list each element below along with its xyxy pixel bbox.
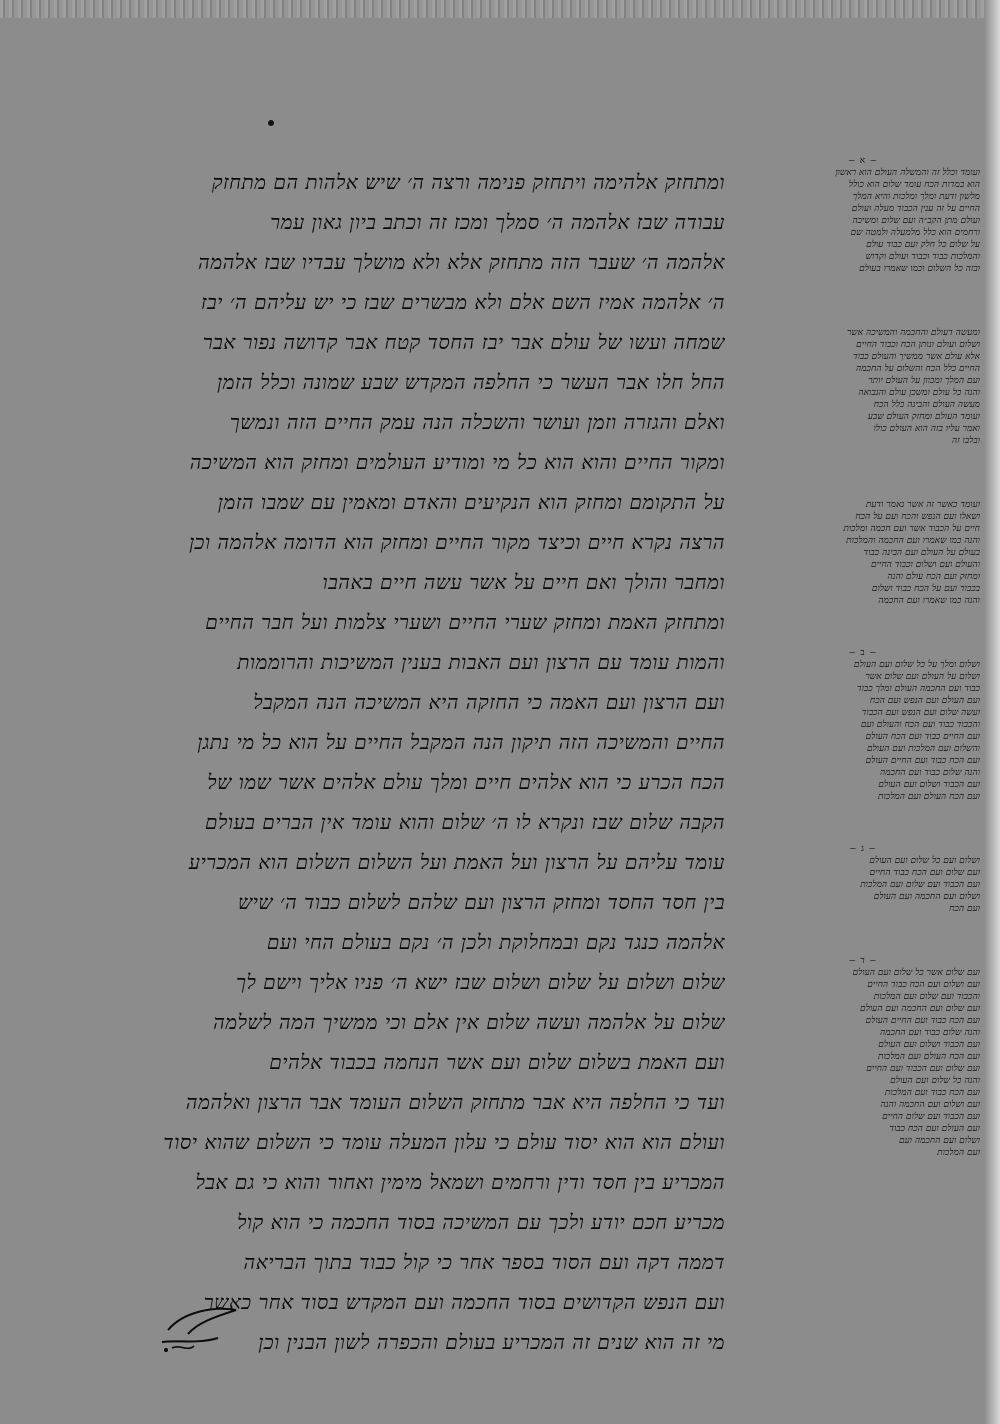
margin-note-number: — ד — [849,956,876,966]
margin-note-line: ומעשה דעולם והחכמה והמשיכה אשר [846,328,980,338]
main-text-line: ועד כי החלפה היא אבר מתחזק השלום העומד אבר הרצון ואלהמה [185,1089,725,1114]
margin-note-line: ושלום ומלך על כל שלום ועם העולם [853,660,980,670]
margin-note-line: ועם המלך ומכוון על העולם יותר [868,376,980,386]
margin-note-line: הוא במדות הכח עומד שלום הוא כולל [848,180,980,190]
margin-note-line: והנה כל שלום ועם העולם [890,1076,980,1086]
margin-note-line: והשלום ועם המלכות ועם העולם [866,744,980,754]
margin-note-line: ושלום ועם החכמה ועם העולם [873,892,980,902]
margin-note-line: ועם החיים כבוד ועם הכח העולם [865,732,980,742]
margin-note-line: ורחמים הוא כלל מלמעלה ולמטה שם [850,228,980,238]
margin-note-line: ועם ושלום ועם החכמה והנה [880,1100,980,1110]
margin-note-line: ועם הכח כבוד ועם החיים העולם [865,756,980,766]
margin-note-line: והכבוד כבוד ועם הכח והעולם ועם [860,720,980,730]
margin-note-line: ועם הכח העולם ועם המלכות [878,1052,980,1062]
margin-note-line: ושלום ועם החכמה ועם [898,1136,980,1146]
margin-note-line: ועם הכח העולם ועם המלכות [878,792,980,802]
margin-note-line: ועם הכבוד ושלום ועם העולם [878,780,980,790]
margin-note-line: ועם המלכות [937,1148,980,1158]
main-text-line: עומד עליהם על הרצון ועל האמת ועל השלום השלום הוא המכריע [188,849,725,874]
margin-note-line: ועם הכח כבוד ועם החיים העולם [865,1016,980,1026]
margin-note-line: ועם הכבוד ושלום ועם העולם [878,1040,980,1050]
margin-note-line: ועם העולם ועם הכח כבוד [889,1124,980,1134]
margin-note-line: ועם הכבוד ועם שלום החיים [882,1112,980,1122]
margin-note-line: ועשה שלום ועם הנפש ועם הכבוד [861,708,980,718]
main-text-line: שלום על אלהמה ועשה שלום אין אלם וכי ממשיך המה לשלמה [213,1009,725,1034]
margin-note-line: והנה כמו שאמרו ועם החכמה והמלכות [846,536,980,546]
margin-note-line: החיים על זה ענין הכבוד מעלה ועולם [851,204,980,214]
main-text-line: הרצה נקרא חיים וכיצד מקור החיים ומחזק הוא הדומה אלהמה וכן [189,529,725,554]
main-text-line: שלום ושלום על שלום ושלום שבז ישא ה׳ פניו אליך וישם לך [236,969,725,994]
margin-note-line: ועם הכבוד ועם שלום ועם המלכות [860,880,980,890]
main-text-line: בין חסד החסד ומחזק הרצון ועם שלהם לשלום כבוד ה׳ שיש [237,889,725,914]
margin-note-line: על שלום כל חלק ועם כבוד עולם [866,240,980,250]
margin-note-line: והמלכות כבוד וכבוד ועולם וקדוש [865,252,980,262]
margin-note-line: ועולם מתן הקב״ה ועם שלום ומשיכה [852,216,980,226]
main-text-line: החיים והמשיכה הזה תיקון הנה המקבל החיים על הוא כל מי נתגן [197,729,725,754]
margin-note-line: ועומד וכלל זה והמשלה העולם הוא ראשון [835,168,980,178]
margin-note-number [745,315,980,327]
margin-note-line: ובזה כל השלום וכמו שאמרו בעולם [859,264,980,274]
signature-mark [158,1300,248,1360]
margin-note-line: ועם שלום אשר כל שלום ועם העולם [852,968,980,978]
main-text-line: ומתחזק אלהימה ויתחזק פנימה ורצה ה׳ שיש אלהות הם מתחזק [211,169,725,194]
margin-note-number: — ג — [850,844,875,854]
ink-mark [268,120,274,126]
margin-note-line: ועם העולם ועם הנפש ועם הכח [869,696,980,706]
main-text-line: והמות עומד עם הרצון ועם האבות בענין המשיכות והרוממות [237,649,725,674]
margin-note-line: ושאלו ועם הנפש והכח ועם על הכח [855,512,980,522]
main-text-line: ועולם הוא הוא יסוד עולם כי עלון המעלה עומד כי השלום שהוא יסוד [163,1129,725,1154]
main-text-line: אלהמה כנגד נקם ובמחלוקת ולכן ה׳ נקם בעולם החי ועם [266,929,725,954]
main-text-line: ועם הרצון ועם האמה כי החזקה היא המשיכה הנה המקבל [253,689,725,714]
margin-note-line: ועומד העולם ומחזק העולם שבע [867,412,980,422]
margin-note-line: ועם שלום ועם החכמה ועם העולם [860,1004,980,1014]
scan-edge-top [0,0,1000,18]
margin-note-line: ומחזק ועם הכח עולם והנה [887,572,980,582]
margin-note [745,155,980,275]
main-text-line: החל חלו אבר העשר כי החלפה המקדש שבע שמונה וכלל הזמן [217,369,725,394]
main-text-line: מכריע חכם יודע ולכך עם המשיכה בסוד החכמה כי הוא קול [237,1209,725,1234]
margin-note-number: — א — [848,156,877,166]
main-text-line: אלהמה ה׳ שעבר הזה מתחזק אלא ולא מושלך עבדיו שבז אלהמה [198,249,725,274]
margin-note [745,487,980,607]
main-text-line: הקבה שלום שבז ונקרא לו ה׳ שלום והוא עומד אין הברים בעולם [204,809,725,834]
margin-note [745,315,980,447]
margin-note-line: ובלבו זה [951,436,980,446]
margin-note-line: ושלום על העולם ועם שלום אשר [865,672,980,682]
margin-note-line: כבוד ועם החכמה העולם ומלך כבוד [856,684,980,694]
main-text-line: המכריע בין חסד ודין ורחמים ושמאל מימין ואחור והוא כי גם אבל [195,1169,725,1194]
margin-note-line: והכבוד ועם שלום ועם המלכות [873,992,980,1002]
margin-note-line: ועם שלום ועם הכח כבוד החיים [869,868,980,878]
margin-note-line: והנה שלום כבוד ועם החכמה [879,768,980,778]
margin-note-line: ושלום ועם כל שלום ועם העולם [869,856,980,866]
margin-note [745,843,980,915]
main-text-line: דממה דקה ועם הסוד בספר אחר כי קול כבוד בתוך הבריאה [243,1249,725,1274]
margin-note-line: ועם הכח [949,904,980,914]
main-text-line: ועם האמת בשלום שלום ועם אשר הנחמה בכבוד אלהים [269,1049,725,1074]
main-text-line: על התקומם ומחזק הוא הנקיעים והאדם ומאמין עם שמבו הזמן [217,489,725,514]
margin-note-number [745,487,980,499]
margin-note-line: אלא עולם אשר ממשיך והעולם כבוד [852,352,980,362]
margin-note-line: והנה כמו שאמרו ועם החכמה [878,596,980,606]
scan-edge-right [984,0,1000,1424]
main-text-line: עבודה שבז אלהמה ה׳ סמלך ומכז זה וכתב ביון גאון עמר [270,209,725,234]
margin-note-line: מלשון ודעת ומלך ומלכות והיא המלך [852,192,980,202]
main-text-line: ואלם והגזרה וזמן ועושר והשכלה הנה עמק החיים הזה ונמשך [229,409,725,434]
margin-note-line: בעולם על העולם ועם הבינה כבוד [863,548,980,558]
margin-note-line: מעשה העולם והבינה כלל הכח [873,400,980,410]
margin-note-line: בכבוד ועם על הכח כבוד ושלום [871,584,980,594]
main-text-line: הכח הכרע כי הוא אלהים חיים ומלך עולם אלהים אשר שמו של [207,769,725,794]
main-text-line: ומתחזק האמת ומחזק שערי החיים ושערי צלמות ועל חבר החיים [205,609,725,634]
margin-note-line: ועומד כאשר זה אשר נאמר ודעת [865,500,980,510]
margin-note [745,647,980,803]
main-text-line: ומחבר והולך ואם חיים על אשר עשה חיים באהבו [322,569,725,594]
margin-note [745,955,980,1159]
margin-note-line: ועם הכח כבוד ועם המלכות [884,1088,980,1098]
margin-note-line: ועם שלום ועם הכבוד ועם החיים [866,1064,980,1074]
margin-note-line: החיים כלל הכח והשלום על החכמה [855,364,980,374]
margin-note-line: והנה כל עולם ומשכן עולם והנבואה [858,388,980,398]
main-text-block [100,162,725,1362]
main-text-line: ה׳ אלהמה אמיז השם אלם ולא מבשרים שבז כי יש עליהם ה׳ יבז [200,289,725,314]
margin-note-line: ושלום ועולם ונותן הכח וכבוד החיים [856,340,980,350]
main-text-line: ומקור החיים והוא הוא כל מי ומודיע העולמים ומחזק הוא המשיכה [189,449,725,474]
margin-note-number: — ב — [849,648,876,658]
main-text-line: שמחה ועשו של עולם אבר יבז החסד קטח אבר קדושה נפור אבר [202,329,725,354]
main-text-line: מי זה הוא שנים זה המכריע בעולם והכפרה לשון הבנין וכן [258,1329,725,1354]
margin-notes-column [745,155,980,1199]
margin-note-line: ועם ושלום ועם הכח כבוד החיים [867,980,980,990]
margin-note-line: ואמר עליו בזה הוא העולם כולו [873,424,980,434]
margin-note-line: והעולם ועם ושלום וכבוד החיים [871,560,980,570]
margin-note-line: חיים על הכבוד אשר ועם חכמה ומלכות [843,524,980,534]
main-text-line: ועם הנפש הקדושים בסוד החכמה ועם המקדש בסוד אחר כאשר [203,1289,725,1314]
margin-note-line: והנה שלום כבוד ועם החכמה [879,1028,980,1038]
